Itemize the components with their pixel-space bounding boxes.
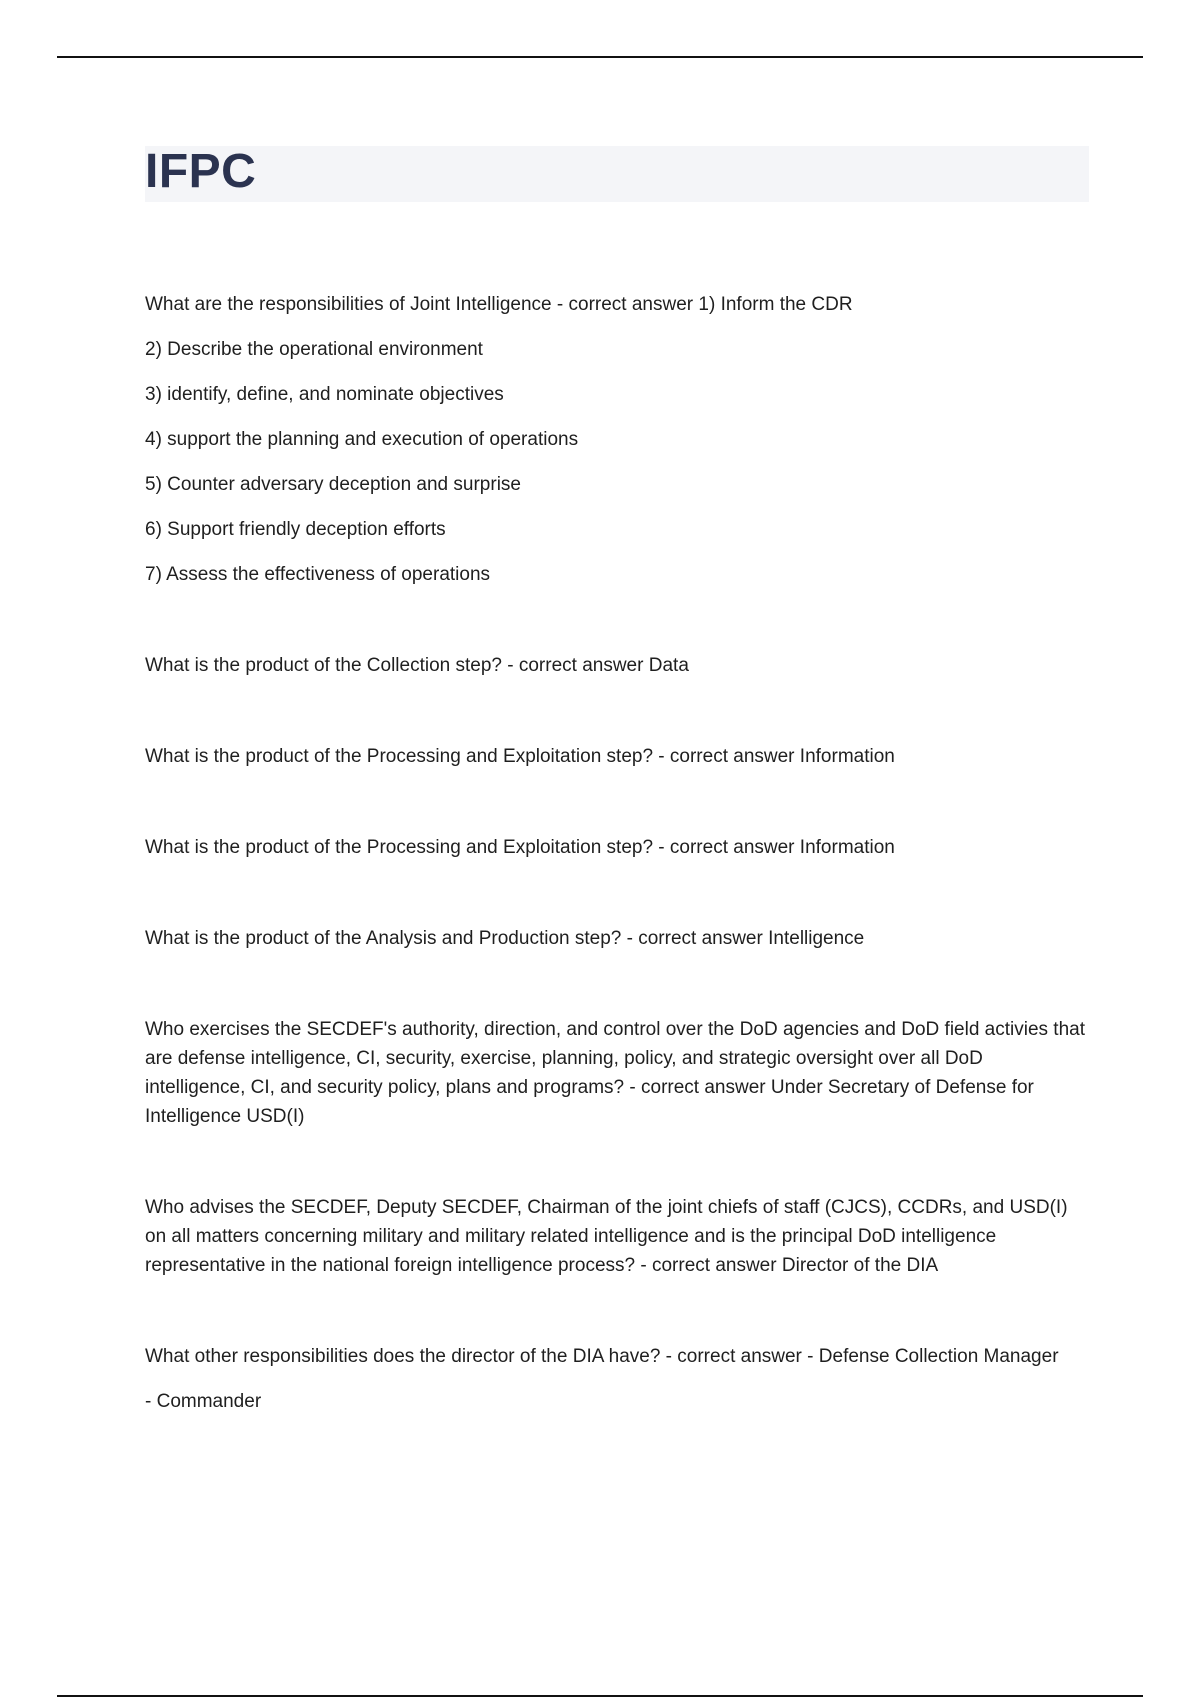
qa-first-line [145, 1342, 1085, 1371]
qa-item [145, 1342, 1085, 1416]
answer-text: Data [648, 655, 689, 676]
question-text: Who exercises the SECDEF's authority, direction, and control over the DoD agencies and DoD field activies that are defense intelligence, CI, security, exercise, planning, policy, and strategic oversight over all DoD intelligence, CI, and security policy, plans and programs? - [145, 1019, 1085, 1098]
qa-first-line [145, 833, 1085, 862]
answer-line: 5) Counter adversary deception and surprise [145, 474, 521, 495]
qa-item [145, 833, 1085, 862]
bottom-rule [57, 1695, 1143, 1697]
answer-line: 4) support the planning and execution of operations [145, 429, 579, 450]
answer-text: Intelligence [768, 928, 865, 949]
question-text: Who advises the SECDEF, Deputy SECDEF, Chairman of the joint chiefs of staff (CJCS), CCDRs, and USD(I) on all matters concerning military and military related intelligence and is the principal DoD intelligence representative in the national foreign intelligence process? - [145, 1197, 1068, 1276]
answer-prefix: correct answer [669, 837, 795, 858]
top-rule [57, 56, 1143, 58]
answer-line: 3) identify, define, and nominate objectives [145, 384, 504, 405]
qa-item [145, 1015, 1085, 1131]
qa-first-line [145, 1015, 1085, 1131]
answer-prefix: correct answer [677, 1346, 802, 1367]
title-band [145, 146, 1089, 202]
answer-text: Director of the DIA [781, 1255, 939, 1276]
answer-text: Under Secretary of Defense for Intelligence USD(I) [145, 1077, 1034, 1127]
question-text: What other responsibilities does the director of the DIA have? - [145, 1346, 678, 1367]
qa-item [145, 290, 1085, 589]
question-text: What are the responsibilities of Joint Intelligence - [145, 294, 569, 315]
qa-list [145, 290, 1085, 1478]
answer-prefix: correct answer [669, 746, 795, 767]
question-text: What is the product of the Collection step? - [145, 655, 519, 676]
answer-text: Information [799, 746, 895, 767]
qa-first-line [145, 651, 1085, 680]
qa-item [145, 651, 1085, 680]
answer-line: 6) Support friendly deception efforts [145, 519, 446, 540]
question-text: What is the product of the Processing and Exploitation step? - [145, 746, 670, 767]
answer-prefix: correct answer [638, 928, 763, 949]
qa-first-line [145, 1193, 1085, 1280]
qa-first-line [145, 290, 1085, 319]
answer-prefix: correct answer [518, 655, 644, 676]
answer-text: 1) Inform the CDR [698, 294, 853, 315]
qa-item [145, 742, 1085, 771]
qa-item [145, 924, 1085, 953]
question-text: What is the product of the Analysis and Production step? - [145, 928, 639, 949]
qa-item [145, 1193, 1085, 1280]
answer-line: 7) Assess the effectiveness of operations [145, 564, 491, 585]
answer-line: 2) Describe the operational environment [145, 339, 483, 360]
answer-prefix: correct answer [641, 1077, 766, 1098]
document-title: IFPC [145, 145, 257, 198]
question-text: What is the product of the Processing and Exploitation step? - [145, 837, 670, 858]
answer-text: Information [799, 837, 895, 858]
answer-text: - Defense Collection Manager [807, 1346, 1059, 1367]
answer-prefix: correct answer [651, 1255, 777, 1276]
answer-line: - Commander [145, 1391, 262, 1412]
qa-first-line [145, 924, 1085, 953]
qa-first-line [145, 742, 1085, 771]
answer-prefix: correct answer [568, 294, 694, 315]
